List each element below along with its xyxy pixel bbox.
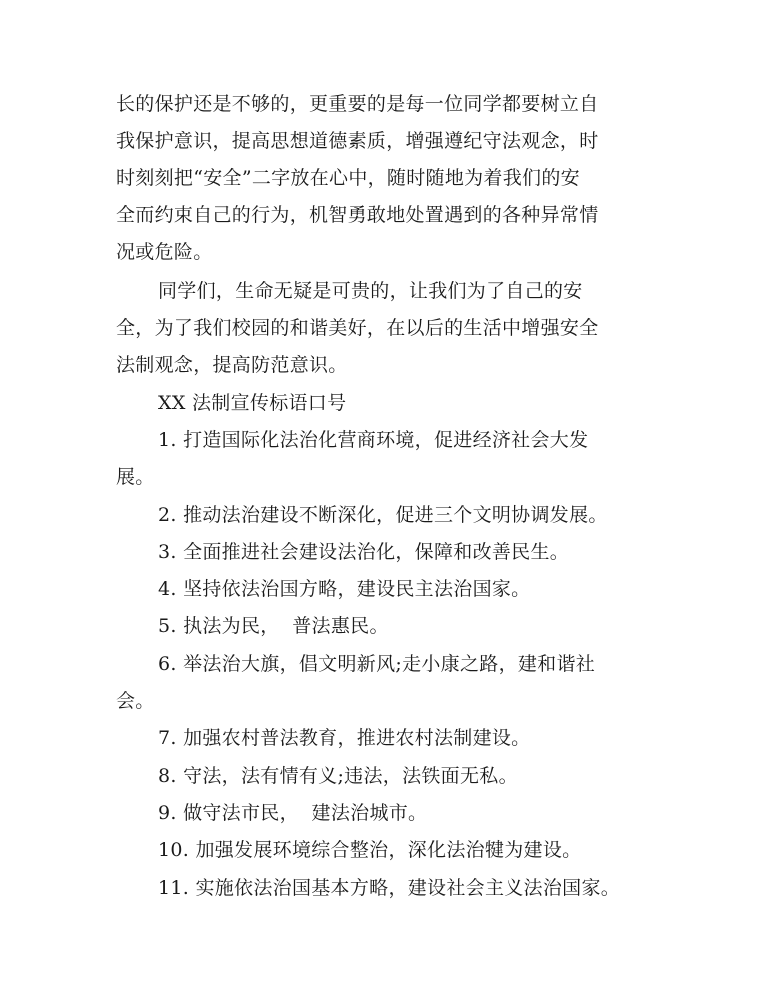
text-line: 长的保护还是不够的，更重要的是每一位同学都要树立自	[116, 93, 599, 115]
text-line: 会。	[116, 690, 155, 712]
slogan-item: 1. 打造国际化法治化营商环境，促进经济社会大发	[158, 429, 589, 451]
slogan-item: 8. 守法，法有情有义;违法，法铁面无私。	[158, 765, 518, 787]
slogan-item: 4. 坚持依法治国方略，建设民主法治国家。	[158, 578, 531, 600]
slogan-item: 2. 推动法治建设不断深化，促进三个文明协调发展。	[158, 504, 608, 526]
text-line: 同学们，生命无疑是可贵的，让我们为了自己的安	[158, 280, 583, 302]
slogan-item: 5. 执法为民， 普法惠民。	[158, 615, 389, 637]
slogan-item: 6. 举法治大旗，倡文明新风;走小康之路，建和谐社	[158, 653, 596, 675]
text-line: 全而约束自己的行为，机智勇敢地处置遇到的各种异常情	[116, 204, 599, 226]
text-line: 全，为了我们校园的和谐美好，在以后的生活中增强安全	[116, 317, 599, 339]
slogan-item: 3. 全面推进社会建设法治化，保障和改善民生。	[158, 541, 570, 563]
section-heading: XX 法制宣传标语口号	[158, 392, 347, 414]
text-line: 展。	[116, 466, 155, 488]
slogan-item: 7. 加强农村普法教育，推进农村法制建设。	[158, 727, 531, 749]
slogan-item: 9. 做守法市民， 建法治城市。	[158, 802, 428, 824]
text-line: 时刻刻把“安全”二字放在心中，随时随地为着我们的安	[116, 167, 580, 189]
text-line: 况或危险。	[116, 241, 213, 263]
slogan-item: 10. 加强发展环境综合整治，深化法治犍为建设。	[158, 839, 582, 861]
text-line: 我保护意识，提高思想道德素质，增强遵纪守法观念，时	[116, 130, 599, 152]
slogan-item: 11. 实施依法治国基本方略，建设社会主义法治国家。	[158, 877, 621, 899]
text-line: 法制观念，提高防范意识。	[116, 354, 348, 376]
